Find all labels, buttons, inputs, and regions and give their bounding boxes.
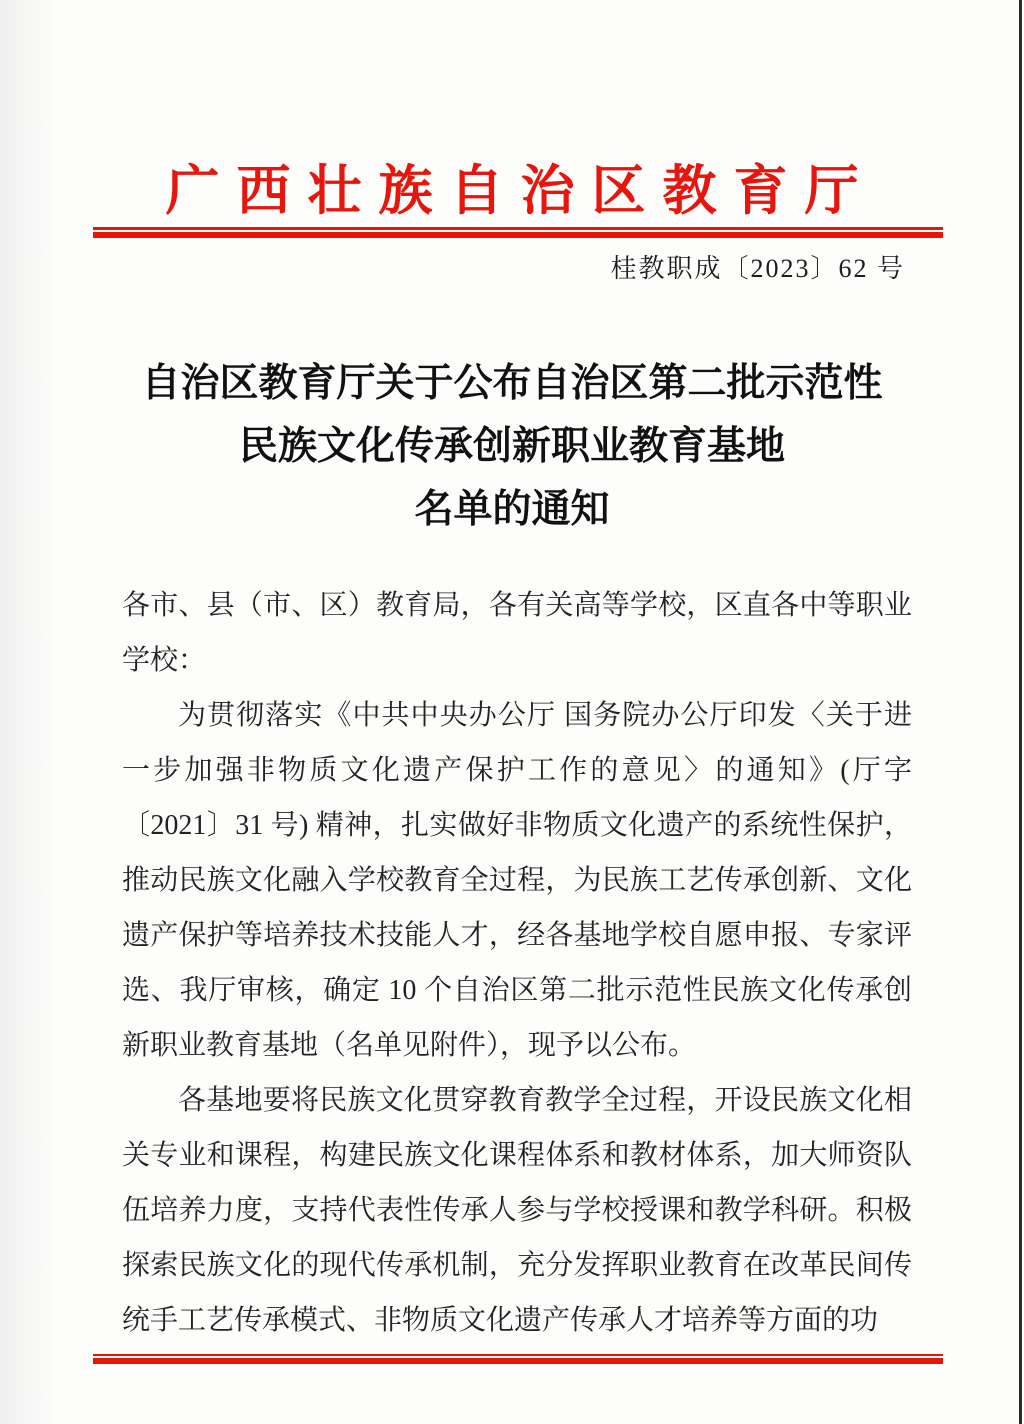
letterhead-org-name: 广西壮族自治区教育厅: [165, 161, 876, 221]
notice-title-line-3: 名单的通知: [414, 488, 610, 531]
notice-title-line-2: 民族文化传承创新职业教育基地: [238, 425, 785, 468]
scan-edge-line: [1019, 0, 1022, 1424]
paragraph-2: 各基地要将民族文化贯穿教育教学全过程，开设民族文化相关专业和课程，构建民族文化课程体系和教材体系，加大师资队伍培养力度，支持代表性传承人参与学校授课和教学科研。积极探索民族文化的现代传承机制，充分发挥职业教育在改革民间传统手工艺传承模式、非物质文化遗产传承人才培养等方面的功: [122, 1085, 912, 1336]
salutation: 各市、县（市、区）教育局，各有关高等学校，区直各中等职业学校：: [122, 590, 912, 676]
notice-title-line-1: 自治区教育厅关于公布自治区第二批示范性: [141, 362, 883, 405]
header-divider-rule: [93, 227, 943, 238]
doc-number: 桂教职成〔2023〕62 号: [610, 254, 905, 283]
notice-title: [0, 352, 1024, 541]
paragraph-1: 为贯彻落实《中共中央办公厅 国务院办公厅印发〈关于进一步加强非物质文化遗产保护工作的意见〉的通知》(厅字〔2021〕31 号) 精神，扎实做好非物质文化遗产的系统性保护，推动民族文化融入学校教育全过程，为民族工艺传承创新、文化遗产保护等培养技术技能人才，经各基地学校自愿申报、专家评选、我厅审核，确定 10 个自治区第二批示范性民族文化传承创新职业教育基地（名单见附件），现予以公布。: [122, 700, 912, 1061]
notice-body: [122, 578, 912, 1348]
footer-divider-rule: [93, 1354, 943, 1364]
